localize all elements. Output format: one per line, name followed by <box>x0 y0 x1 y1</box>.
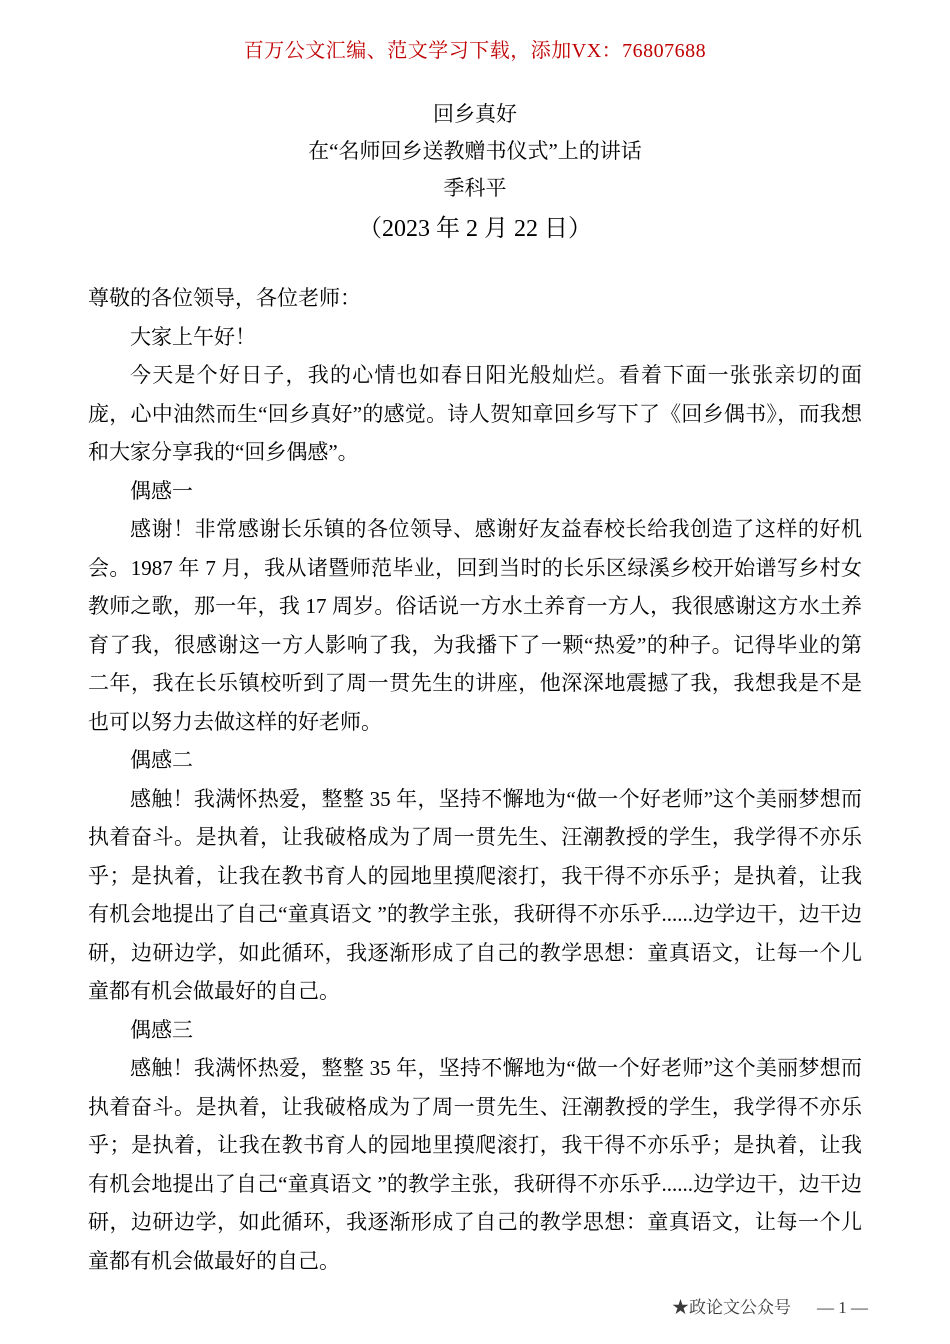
footer-account-label: ★政论文公众号 <box>672 1298 791 1317</box>
doc-subtitle: 在“名师回乡送教赠书仪式”上的讲话 <box>308 139 642 163</box>
paragraph-greeting: 大家上午好！ <box>130 324 256 349</box>
page-number: — 1 — <box>817 1298 868 1317</box>
paragraph-ougan-2: 感触！我满怀热爱，整整 35 年，坚持不懈地为“做一个好老师”这个美丽梦想而执着奋斗。是执着，让我破格成为了周一贯先生、汪潮教授的学生，我学得不亦乐乎；是执着，让我在教书育人的园地里摸爬滚打，我干得不亦乐乎；是执着，让我有机会地提出了自己“童真语文 ”的教学主张，我研得不亦乐乎......边学边干，边干边研，边研边学，如此循环，我逐渐形成了自己的教学思想：童真语文，让每一个儿童都有机会做最好的自己。 <box>88 786 862 1003</box>
section-heading-ougan-2: 偶感二 <box>130 748 193 772</box>
paragraph-salutation: 尊敬的各位领导，各位老师： <box>88 286 361 310</box>
section-heading-ougan-3: 偶感三 <box>130 1017 193 1042</box>
header-promo-text: 百万公文汇编、范文学习下载，添加VX：76807688 <box>243 40 707 62</box>
paragraph-ougan-3: 感触！我满怀热爱，整整 35 年，坚持不懈地为“做一个好老师”这个美丽梦想而执着奋斗。是执着，让我破格成为了周一贯先生、汪潮教授的学生，我学得不亦乐乎；是执着，让我在教书育人的园地里摸爬滚打，我干得不亦乐乎；是执着，让我有机会地提出了自己“童真语文 ”的教学主张，我研得不亦乐乎......边学边干，边干边研，边研边学，如此循环，我逐渐形成了自己的教学思想：童真语文，让每一个儿童都有机会做最好的自己。 <box>88 1056 862 1273</box>
paragraph-ougan-1: 感谢！非常感谢长乐镇的各位领导、感谢好友益春校长给我创造了这样的好机会。1987 年 7 月，我从诸暨师范毕业，回到当时的长乐区绿溪乡校开始谱写乡村女教师之歌，那一年，我 17 周岁。俗话说一方水土养育一方人，我很感谢这方水土养育了我，很感谢这一方人影响了我，为我播下了一颗“热爱”的种子。记得毕业的第二年，我在长乐镇校听到了周一贯先生的讲座，他深深地震撼了我，我想我是不是也可以努力去做这样的好老师。 <box>88 517 862 734</box>
doc-author: 季科平 <box>443 176 507 200</box>
doc-date: （2023 年 2 月 22 日） <box>358 216 592 242</box>
page-footer <box>672 1293 868 1318</box>
title-block <box>88 96 862 249</box>
paragraph-intro: 今天是个好日子，我的心情也如春日阳光般灿烂。看着下面一张张亲切的面庞，心中油然而生“回乡真好”的感觉。诗人贺知章回乡写下了《回乡偶书》，而我想和大家分享我的“回乡偶感”。 <box>88 363 862 464</box>
doc-title: 回乡真好 <box>433 102 517 126</box>
document-body <box>88 279 862 1280</box>
section-heading-ougan-1: 偶感一 <box>130 478 193 503</box>
